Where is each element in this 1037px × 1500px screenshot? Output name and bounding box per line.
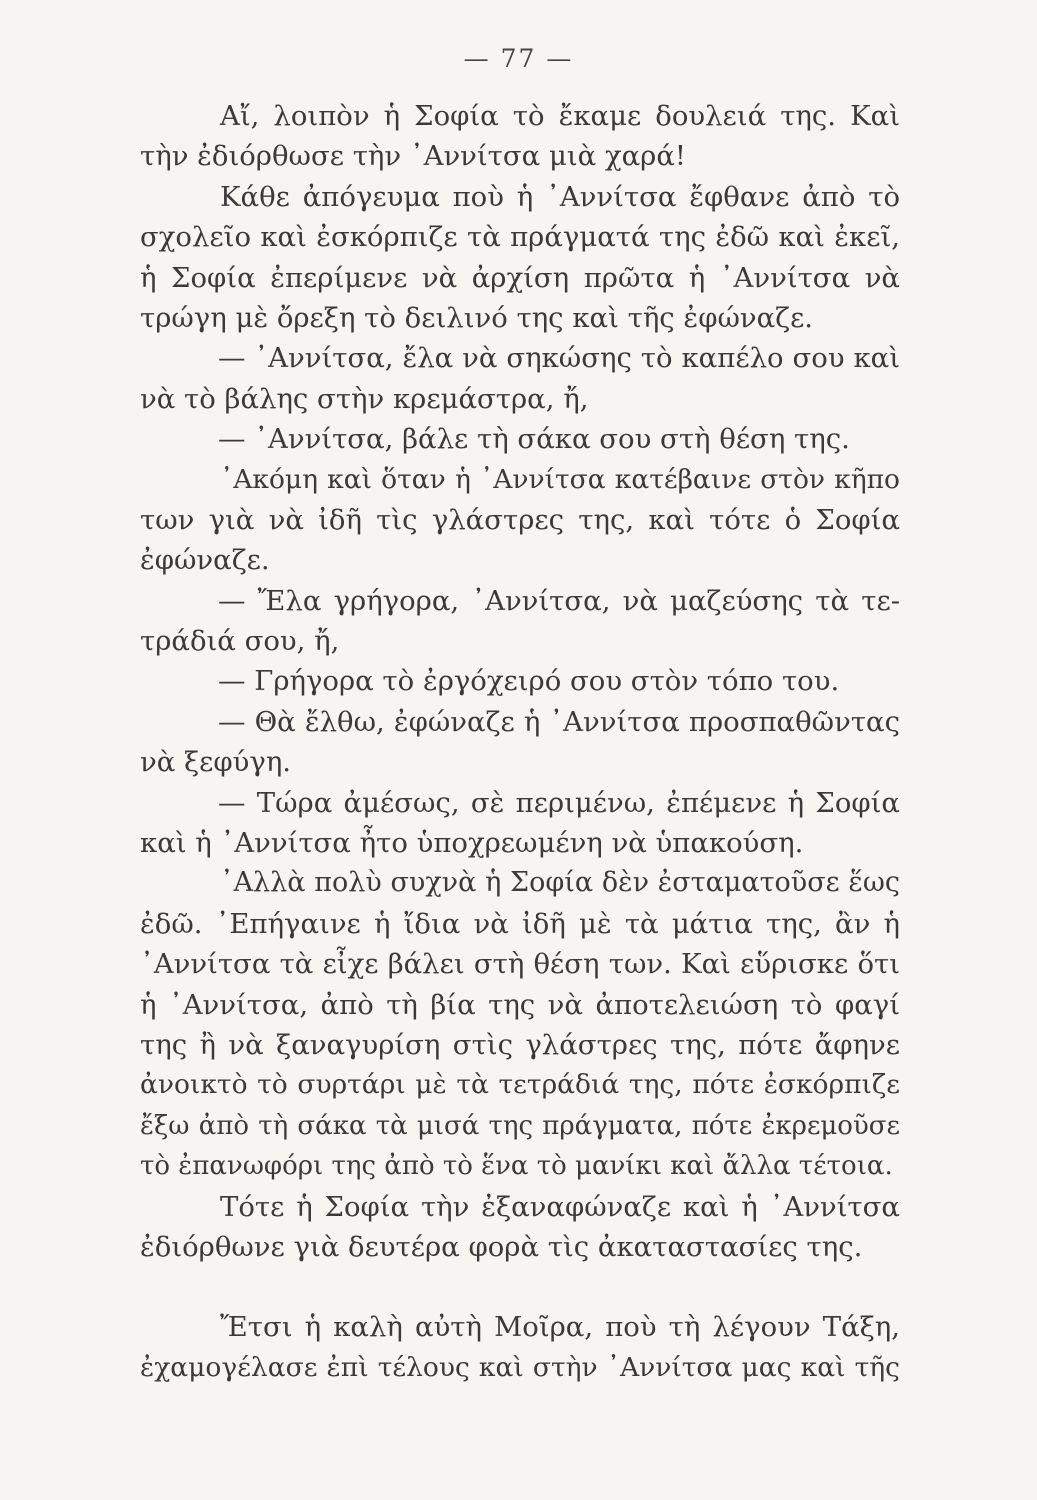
text-line: τρώγη μὲ ὄρεξη τὸ δειλινό της καὶ τῆς ἐφώναζε. <box>140 301 814 334</box>
paragraph-gap <box>140 1267 900 1307</box>
text-line: ἀνοικτὸ τὸ συρτάρι μὲ τὰ τετράδιά της, πότε ἐσκόρπιζε <box>140 1069 900 1101</box>
text-line: ἐφώναζε. <box>140 544 270 577</box>
text-line: — Γρήγορα τὸ ἐργόχειρό σου στὸν τόπο του. <box>218 665 840 698</box>
text-line: των γιὰ νὰ ἰδῆ τὶς γλάστρες της, καὶ τότε ὁ Σοφία <box>140 503 900 536</box>
text-line: — ᾿Αννίτσα, ἔλα νὰ σηκώσης τὸ καπέλο σου καὶ <box>218 342 900 375</box>
text-line: Κάθε ἀπόγευμα ποὺ ἡ ᾿Αννίτσα ἔφθανε ἀπὸ τὸ <box>220 180 900 213</box>
text-line: Τότε ἡ Σοφία τὴν ἐξαναφώναζε καὶ ἡ ᾿Αννίτσα <box>220 1190 900 1223</box>
text-line: τὴν ἐδιόρθωσε τὴν ᾿Αννίτσα μιὰ χαρά! <box>140 140 686 173</box>
text-line: — ᾿Αννίτσα, βάλε τὴ σάκα σου στὴ θέση της. <box>218 423 850 456</box>
text-line: τράδιά σου, ἤ, <box>140 625 340 658</box>
text-line: ἐδῶ. ᾿Επήγαινε ἡ ἴδια νὰ ἰδῆ μὲ τὰ μάτια της, ἂν ἡ <box>140 907 900 940</box>
text-line: σχολεῖο καὶ ἐσκόρπιζε τὰ πράγματά της ἐδῶ καὶ ἐκεῖ, <box>140 221 900 254</box>
text-line: τὸ ἐπανωφόρι της ἀπὸ τὸ ἕνα τὸ μανίκι καὶ ἄλλα τέτοια. <box>140 1151 893 1182</box>
text-line: ᾿Αλλὰ πολὺ συχνὰ ἡ Σοφία δὲν ἐσταματοῦσε ἕως <box>220 867 900 899</box>
text-line: νὰ ξεφύγη. <box>140 746 292 779</box>
text-line: ἡ Σοφία ἐπερίμενε νὰ ἀρχίση πρῶτα ἡ ᾿Αννίτσα νὰ <box>140 261 900 294</box>
text-line: της ἢ νὰ ξαναγυρίση στὶς γλάστρες της, πότε ἄφηνε <box>140 1028 900 1061</box>
text-line: Ἔτσι ἡ καλὴ αὐτὴ Μοῖρα, ποὺ τὴ λέγουν Τάξη, <box>220 1311 900 1344</box>
text-line: ἡ ᾿Αννίτσα, ἀπὸ τὴ βία της νὰ ἀποτελειώση τὸ φαγί <box>140 988 900 1021</box>
page-text <box>140 96 900 1388</box>
text-line: ᾿Ακόμη καὶ ὅταν ἡ ᾿Αννίτσα κατέβαινε στὸν κῆπο <box>220 463 900 495</box>
text-line: ἐχαμογέλασε ἐπὶ τέλους καὶ στὴν ᾿Αννίτσα μας καὶ τῆς <box>140 1351 900 1383</box>
page-number: — 77 — <box>463 44 574 73</box>
text-line: ᾿Αννίτσα τὰ εἶχε βάλει στὴ θέση των. Καὶ εὕρισκε ὅτι <box>140 948 900 981</box>
text-line: — Τώρα ἀμέσως, σὲ περιμένω, ἐπέμενε ἡ Σοφία <box>218 786 900 819</box>
text-line: — Ἔλα γρήγορα, ᾿Αννίτσα, νὰ μαζεύσης τὰ τε- <box>218 584 900 617</box>
text-line: ἐδιόρθωνε γιὰ δευτέρα φορὰ τὶς ἀκαταστασίες της. <box>140 1230 863 1263</box>
text-line: νὰ τὸ βάλης στὴν κρεμάστρα, ἤ, <box>140 382 589 415</box>
text-line: ἔξω ἀπὸ τὴ σάκα τὰ μισά της πράγματα, πότε ἐκρεμοῦσε <box>140 1110 900 1141</box>
text-line: — Θὰ ἔλθω, ἐφώναζε ἡ ᾿Αννίτσα προσπαθῶντας <box>218 705 900 738</box>
text-line: καὶ ἡ ᾿Αννίτσα ἦτο ὑποχρεωμένη νὰ ὑπακούση. <box>140 827 804 860</box>
text-line: Αἴ, λοιπὸν ἡ Σοφία τὸ ἔκαμε δουλειά της. Καὶ <box>220 100 900 132</box>
